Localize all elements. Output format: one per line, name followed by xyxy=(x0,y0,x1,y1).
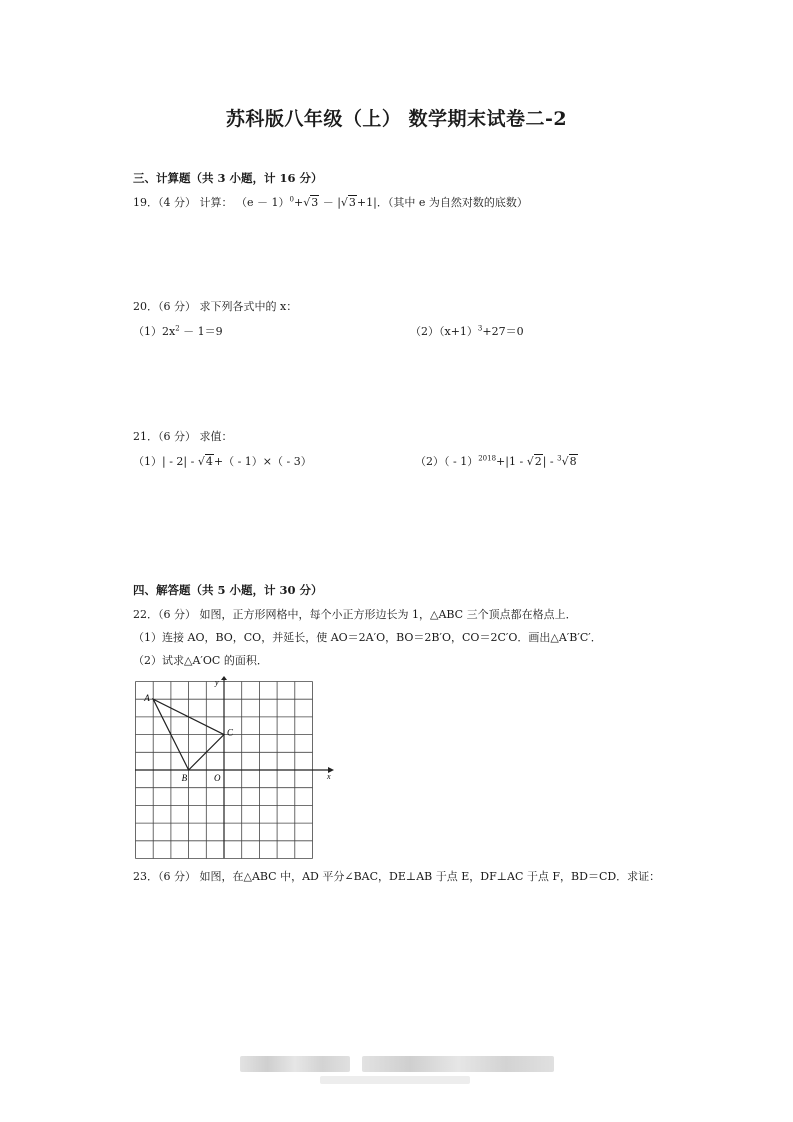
question-21-stem: 21．（6 分） 求值： xyxy=(133,430,233,443)
question-21-part2: （2）（ - 1）$^{2018}$+|1 - √2| - $^3$√8 xyxy=(415,454,577,468)
q19-abs-inner: 3 xyxy=(348,196,356,209)
label-x-axis: x xyxy=(327,772,331,781)
q19-abs-open: － | xyxy=(319,196,341,209)
section-3-heading: 三、计算题（共 3 小题，计 16 分） xyxy=(133,171,323,185)
label-b: B xyxy=(181,773,188,783)
label-c: C xyxy=(227,727,234,738)
question-21-part1: （1）| - 2| - √4+（ - 1）×（ - 3） xyxy=(133,455,312,468)
question-22-part2: （2）试求△A′OC 的面积． xyxy=(133,654,268,667)
q20-p2-b: +27＝0 xyxy=(482,325,524,338)
question-20-part1 xyxy=(133,323,223,339)
q21-p2-sqrt: 2 xyxy=(534,455,542,468)
question-19: 19．（4 分） 计算： $(e - 1)^0+√3 - |√3+1|$．（其中 e 为自然对数的底数） xyxy=(133,195,528,209)
q21-p1-a: （1）| - 2| - xyxy=(133,455,198,468)
q21-p2-a: （2）（ - 1） xyxy=(415,455,479,468)
q20-p1-b: － 1＝9 xyxy=(179,325,223,338)
question-20-part2 xyxy=(410,323,524,339)
q19-prefix: 19．（4 分） 计算： （e － 1） xyxy=(133,196,290,209)
section-4-heading: 四、解答题（共 5 小题，计 30 分） xyxy=(133,583,323,597)
grid-svg xyxy=(130,676,335,861)
q21-p2-c: | - xyxy=(542,455,558,468)
q20-p1-exp: 2 xyxy=(175,324,180,333)
question-22-part1: （1）连接 AO，BO，CO，并延长，使 AO＝2A′O，BO＝2B′O，CO＝2C′O．画出△A′B′C′． xyxy=(133,631,602,644)
q19-exponent: 0 xyxy=(289,195,294,204)
question-22-stem: 22．（6 分） 如图，正方形网格中，每个小正方形边长为 1，△ABC 三个顶点都在格点上． xyxy=(133,608,577,621)
q20-p2-a: （2）（x+1） xyxy=(410,325,478,338)
q20-p2-exp: 3 xyxy=(477,324,483,333)
question-20-stem: 20．（6 分） 求下列各式中的 x： xyxy=(133,300,298,313)
q19-note: +1|．（其中 e 为自然对数的底数） xyxy=(356,196,528,209)
footer-watermark-sub xyxy=(320,1076,470,1084)
page-title: 苏科版八年级（上） 数学期末试卷二-2 xyxy=(225,108,568,130)
q21-p2-b: +|1 - xyxy=(496,455,527,468)
q21-p2-exp: 2018 xyxy=(478,454,497,463)
q21-p2-cbrt-index: 3 xyxy=(557,454,562,463)
q19-sqrt3: 3 xyxy=(311,196,319,209)
question-23-stem: 23．（6 分） 如图，在△ABC 中，AD 平分∠BAC，DE⊥AB 于点 E，DF⊥AC 于点 F，BD＝CD．求证： xyxy=(133,870,661,883)
label-y-axis: y xyxy=(215,678,219,687)
axes xyxy=(135,676,334,858)
q21-p2-cbrt: 8 xyxy=(569,455,577,468)
label-origin: O xyxy=(214,773,221,783)
footer-watermark-right xyxy=(362,1056,554,1072)
y-axis-arrow xyxy=(221,676,227,680)
q19-plus: + xyxy=(293,196,304,209)
coordinate-grid-figure xyxy=(130,676,335,861)
footer-watermark-left xyxy=(240,1056,350,1072)
label-a: A xyxy=(144,693,150,704)
q21-p1-sqrt: 4 xyxy=(205,455,213,468)
q21-p1-b: +（ - 1）×（ - 3） xyxy=(213,455,312,468)
q20-p1-a: （1）2x xyxy=(133,325,176,338)
